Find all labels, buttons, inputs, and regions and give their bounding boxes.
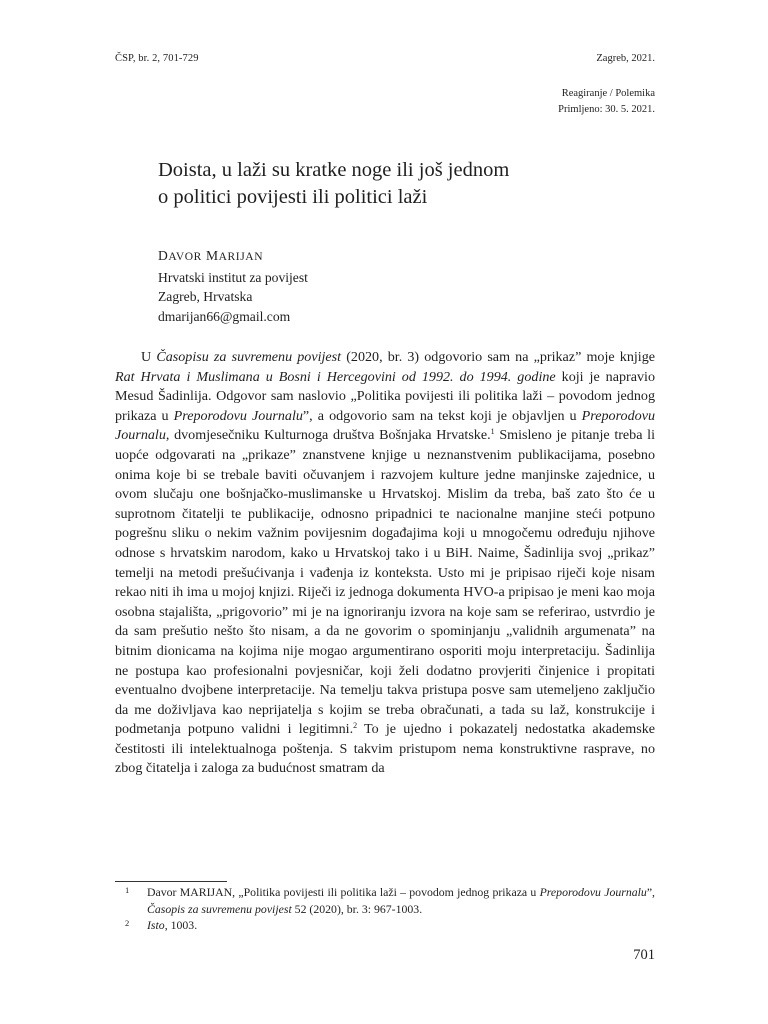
author-city: Zagreb, Hrvatska (158, 289, 253, 304)
footnote-2-number: 2 (125, 918, 130, 928)
footnote-1: 1 Davor MARIJAN, „Politika povijesti ili politika laži – povodom jednog prikaza u Preporodovu Journalu”, Časopis za suvremenu povijest 52 (2020), br. 3: 967-1003. (115, 884, 655, 917)
received-date: Primljeno: 30. 5. 2021. (558, 104, 655, 115)
footnote-ref-2[interactable]: 2 (353, 721, 358, 731)
title-line-1: Doista, u laži su kratke noge ili još jednom (158, 159, 510, 181)
body-paragraph: U Časopisu za suvremenu povijest (2020, br. 3) odgovorio sam na „prikaz” moje knjige Rat Hrvata i Muslimana u Bosni i Hercegovini od 1992. do 1994. godine koji je napravio Mesud Šadinlija. Odgovor sam naslovio „Politika povijesti ili politika laži – povodom jednog prikaza u Preporodovu Journalu”, a odgovorio sam na tekst koji je objavljen u Preporodovu Journalu, dvomjesečniku Kulturnoga društva Bošnjaka Hrvatske.$^1$ Smisleno je pitanje treba li uopće odgovarati na „prikaze” znanstvene knjige u neznanstvenim publikacijama, posebno onima koje bi se trebale baviti očuvanjem i razvojem kulture jedne manjinske zajednice, u ovom slučaju one bošnjačko-muslimanske u Hrvatskoj. Mislim da treba, baš zato što će u suprotnom čitatelji te publikacije, odnosno pripadnici te nacionalne manjine steći potpuno pogrešnu sliku o nekim važnim povijesnim događajima koji u mnogočemu određuju njihove odnose s hrvatskim narodom, kako u Hrvatskoj tako i u BiH. Naime, Šadinlija svoj „prikaz” temelji na metodi prešućivanja i vađenja iz konteksta. Usto mi je pripisao riječi koje nisam rekao niti ih ima u mojoj knjizi. Riječi iz jednoga dokumenta HVO-a pripisao je meni kao moja osobna stajališta, „prigovorio” mi je na ignoriranju izvora na koje sam se referirao, ustvrdio je da sam prešutio nešto što nisam, a da ne govorim o spominjanju „validnih argumenata” na bitnim dionicama na kojima nije mogao argumentirano osporiti moju interpretaciju. Šadinlija ne postupa kao profesionalni povjesničar, koji želi dodatno provjeriti činjenice i propitati eventualno dvojbene interpretacije. Na temelju takva pristupa posve sam utemeljeno zaključio da me doživljava kao neprijatelja s kojim se treba obračunati, a tada su laž, konstrukcije i podmetanja potpuno validni i legitimni.$^2$ To je ujedno i pokazatelj nedostatka akademske čestitosti ili intelektualnoga poštenja. S takvim pristupom nema konstruktivne rasprave, no zbog čitatelja i zaloga za budućnost smatram da (115, 349, 655, 777)
author-name: DAVOR MARIJAN (158, 248, 264, 263)
journal-reference: ČSP, br. 2, 701-729 (115, 53, 199, 64)
article-meta (558, 86, 655, 118)
footnote-rule (115, 881, 227, 882)
place-year: Zagreb, 2021. (596, 53, 655, 64)
author-email[interactable]: dmarijan66@gmail.com (158, 308, 291, 324)
footnote-2: 2 Isto, 1003. (115, 917, 655, 934)
footnotes (115, 884, 655, 934)
author-block (158, 246, 308, 326)
title-line-2: o politici povijesti ili politici laži (158, 186, 428, 208)
footnote-1-number: 1 (125, 885, 130, 895)
article-body (115, 348, 655, 779)
article-category: Reagiranje / Polemika (561, 88, 655, 99)
footnote-ref-1[interactable]: 1 (490, 427, 495, 437)
author-institution: Hrvatski institut za povijest (158, 269, 308, 285)
page-number: 701 (633, 947, 655, 963)
article-title (158, 157, 678, 211)
